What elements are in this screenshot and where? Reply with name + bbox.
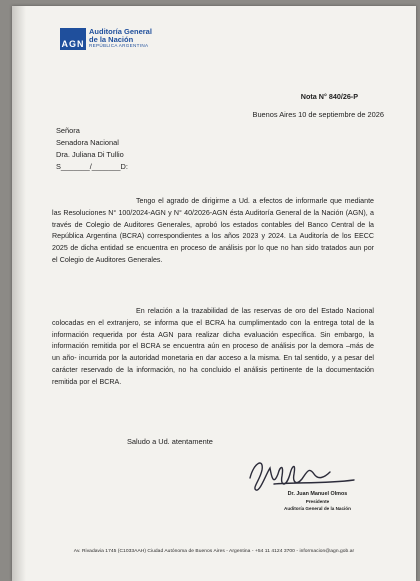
paragraph-1-text: Tengo el agrado de dirigirme a Ud. a efectos de informarle que mediante las Resoluciones N° 100/2024-AGN y N° 40/2026-AGN ésta Auditoría General de la Nación (AGN), a través de Colegio de Auditores Generales, aprobó los estados contables del Banco Central de la República Argentina (BCRA) correspondientes a los años 2023 y 2024. La Auditoría de los EECC 2025 de dicha entidad se encuentra en proceso de análisis por lo que no han sido tratados aun por el Colegio de Auditores Generales. <box>52 197 374 264</box>
org-name-line2: de la Nación <box>89 34 134 44</box>
recipient-salutation: Señora <box>56 126 80 135</box>
letterhead <box>60 28 152 50</box>
paragraph-2 <box>52 306 374 389</box>
paragraph-1 <box>52 196 374 267</box>
letter-page <box>12 6 416 581</box>
footer-contact: Av. Rivadavia 1745 (C1033AAH) Ciudad Autónoma de Buenos Aires - Argentina - +54 11 4124 3700 - informacion@agn.gob.ar <box>73 549 355 554</box>
signer-role: Presidente <box>305 499 330 504</box>
handwritten-signature <box>244 454 364 496</box>
recipient-title: Senadora Nacional <box>56 138 119 147</box>
page-fold-shadow <box>12 6 26 581</box>
signer-org: Auditoría General de la Nación <box>284 506 351 511</box>
signer-block <box>284 491 351 512</box>
recipient-block <box>56 125 128 173</box>
org-name-block <box>89 28 152 49</box>
agn-logo <box>60 28 86 50</box>
place-date: Buenos Aires 10 de septiembre de 2026 <box>252 110 384 119</box>
recipient-sd: S_______/_______D: <box>56 162 128 171</box>
note-number: Nota N° 840/26-P <box>300 92 358 101</box>
closing: Saludo a Ud. atentamente <box>127 437 213 446</box>
org-name-line1: Auditoría General <box>89 27 152 36</box>
paragraph-2-text: En relación a la trazabilidad de las reservas de oro del Estado Nacional colocadas en el extranjero, se informa que el BCRA ha cumplimentado con la entrega total de la información requerida por ésta AGN para realizar dicha evaluación específica. Sin embargo, la información remitida por el BCRA se encuentra aún en proceso de análisis por la demora –más de un año- incurrida por la autoridad monetaria en dar acceso a la misma. En tal sentido, y a pesar del carácter reservado de la información, no ha concluido el análisis pertinente de la documentación remitida por el BCRA. <box>52 307 374 386</box>
logo-acronym: AGN <box>61 39 85 49</box>
signer-name: Dr. Juan Manuel Olmos <box>287 491 348 497</box>
recipient-name: Dra. Juliana Di Tullio <box>56 150 124 159</box>
org-country: REPÚBLICA ARGENTINA <box>89 43 149 48</box>
